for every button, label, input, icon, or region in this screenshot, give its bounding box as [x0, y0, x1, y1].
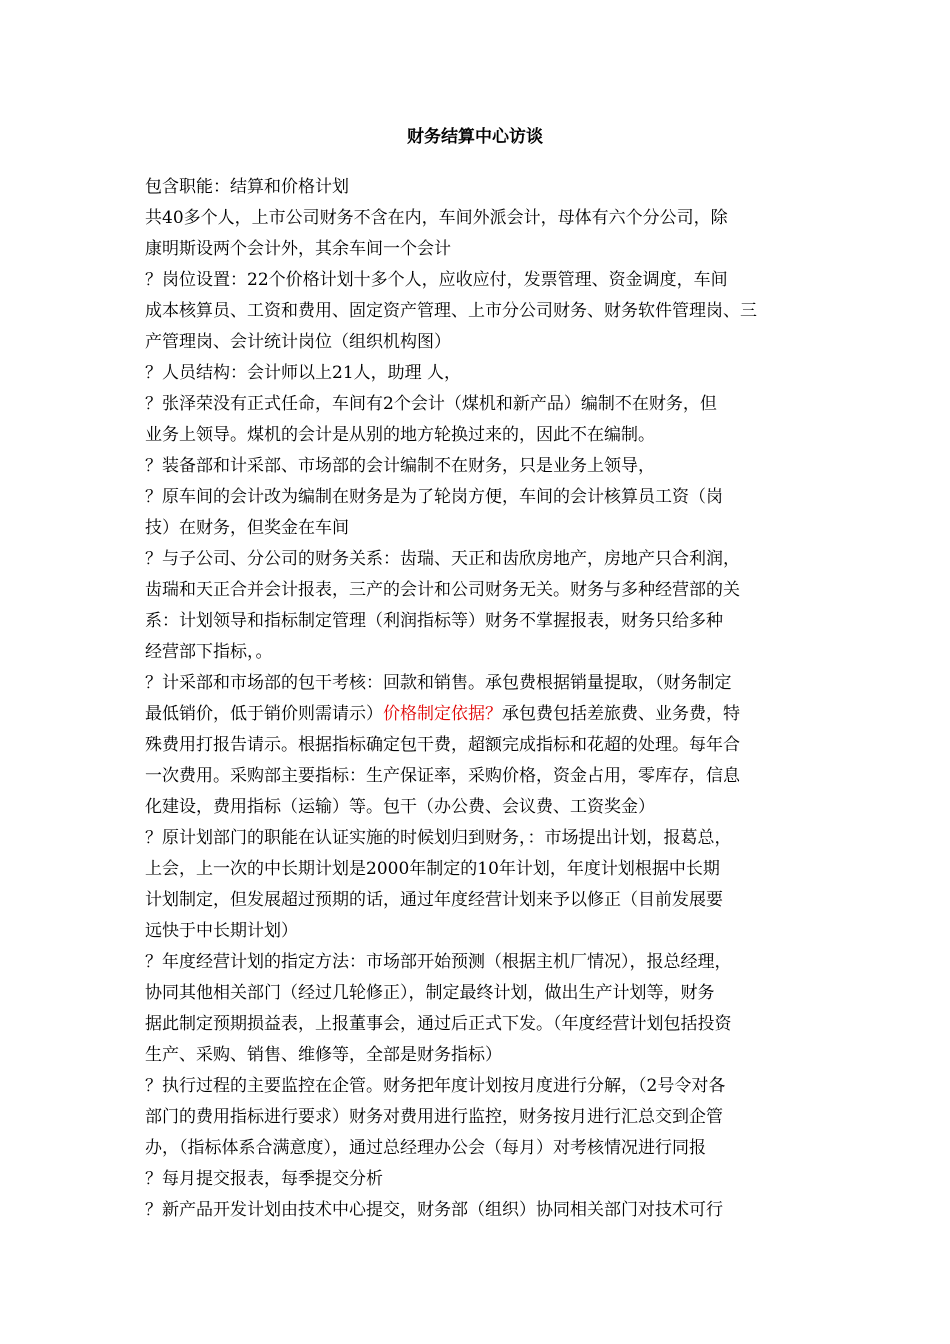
text-line: 计划制定，但发展超过预期的话，通过年度经营计划来予以修正（目前发展要	[145, 890, 723, 910]
text-line: ？原车间的会计改为编制在财务是为了轮岗方便，车间的会计核算员工资（岗	[145, 487, 723, 507]
document-body	[145, 172, 815, 1226]
document-title: 财务结算中心访谈	[407, 127, 543, 147]
text-line: 共40多个人，上市公司财务不含在内，车间外派会计，母体有六个分公司，除	[145, 208, 728, 228]
text-line: 包含职能：结算和价格计划	[145, 177, 349, 197]
text-line: 办，（指标体系合满意度），通过总经理办公会（每月）对考核情况进行同报	[145, 1138, 706, 1158]
text-line: 技）在财务，但奖金在车间	[145, 518, 349, 538]
text-line: ？新产品开发计划由技术中心提交，财务部（组织）协同相关部门对技术可行	[145, 1200, 723, 1220]
text-line: ？张泽荣没有正式任命，车间有2个会计（煤机和新产品）编制不在财务，但	[145, 394, 717, 414]
text-line	[145, 699, 815, 730]
text-line: 部门的费用指标进行要求）财务对费用进行监控，财务按月进行汇总交到企管	[145, 1107, 723, 1127]
text-line: ？与子公司、分公司的财务关系：齿瑞、天正和齿欣房地产，房地产只合利润，	[145, 549, 740, 569]
text-line: 成本核算员、工资和费用、固定资产管理、上市分公司财务、财务软件管理岗、三	[145, 301, 757, 321]
text-line: 一次费用。采购部主要指标：生产保证率，采购价格，资金占用，零库存，信息	[145, 766, 740, 786]
text-segment: 承包费包括差旅费、业务费，特	[502, 704, 740, 724]
text-segment: 最低销价，低于销价则需请示）	[145, 704, 383, 724]
text-line: 上会，上一次的中长期计划是2000年制定的10年计划，年度计划根据中长期	[145, 859, 720, 879]
highlighted-question: 价格制定依据？	[383, 704, 502, 724]
text-line: ？年度经营计划的指定方法：市场部开始预测（根据主机厂情况），报总经理，	[145, 952, 732, 972]
text-line: ？执行过程的主要监控在企管。财务把年度计划按月度进行分解，（2号令对各	[145, 1076, 726, 1096]
text-line: 远快于中长期计划）	[145, 921, 298, 941]
text-line: ？装备部和计采部、市场部的会计编制不在财务，只是业务上领导，	[145, 456, 655, 476]
text-line: 康明斯设两个会计外，其余车间一个会计	[145, 239, 451, 259]
text-line: ？计采部和市场部的包干考核：回款和销售。承包费根据销量提取，（财务制定	[145, 673, 732, 693]
text-line: 系：计划领导和指标制定管理（利润指标等）财务不掌握报表，财务只给多种	[145, 611, 723, 631]
text-line: 生产、采购、销售、维修等，全部是财务指标）	[145, 1045, 502, 1065]
text-line: ？人员结构：会计师以上21人，助理 人，	[145, 363, 462, 383]
text-line: 协同其他相关部门（经过几轮修正），制定最终计划，做出生产计划等，财务	[145, 983, 715, 1003]
text-line: ？每月提交报表，每季提交分析	[145, 1169, 383, 1189]
text-line: 据此制定预期损益表，上报董事会，通过后正式下发。（年度经营计划包括投资	[145, 1014, 732, 1034]
text-line: ？岗位设置：22个价格计划十多个人，应收应付，发票管理、资金调度，车间	[145, 270, 728, 290]
text-line: 经营部下指标，。	[145, 642, 273, 662]
text-line: 化建设，费用指标（运输）等。包干（办公费、会议费、工资奖金）	[145, 797, 655, 817]
text-line: 殊费用打报告请示。根据指标确定包干费，超额完成指标和花超的处理。每年合	[145, 735, 740, 755]
text-line: ？原计划部门的职能在认证实施的时候划归到财务，：市场提出计划，报葛总，	[145, 828, 732, 848]
text-line: 产管理岗、会计统计岗位（组织机构图）	[145, 332, 451, 352]
text-line: 业务上领导。煤机的会计是从别的地方轮换过来的，因此不在编制。	[145, 425, 655, 445]
text-line: 齿瑞和天正合并会计报表，三产的会计和公司财务无关。财务与多种经营部的关	[145, 580, 740, 600]
